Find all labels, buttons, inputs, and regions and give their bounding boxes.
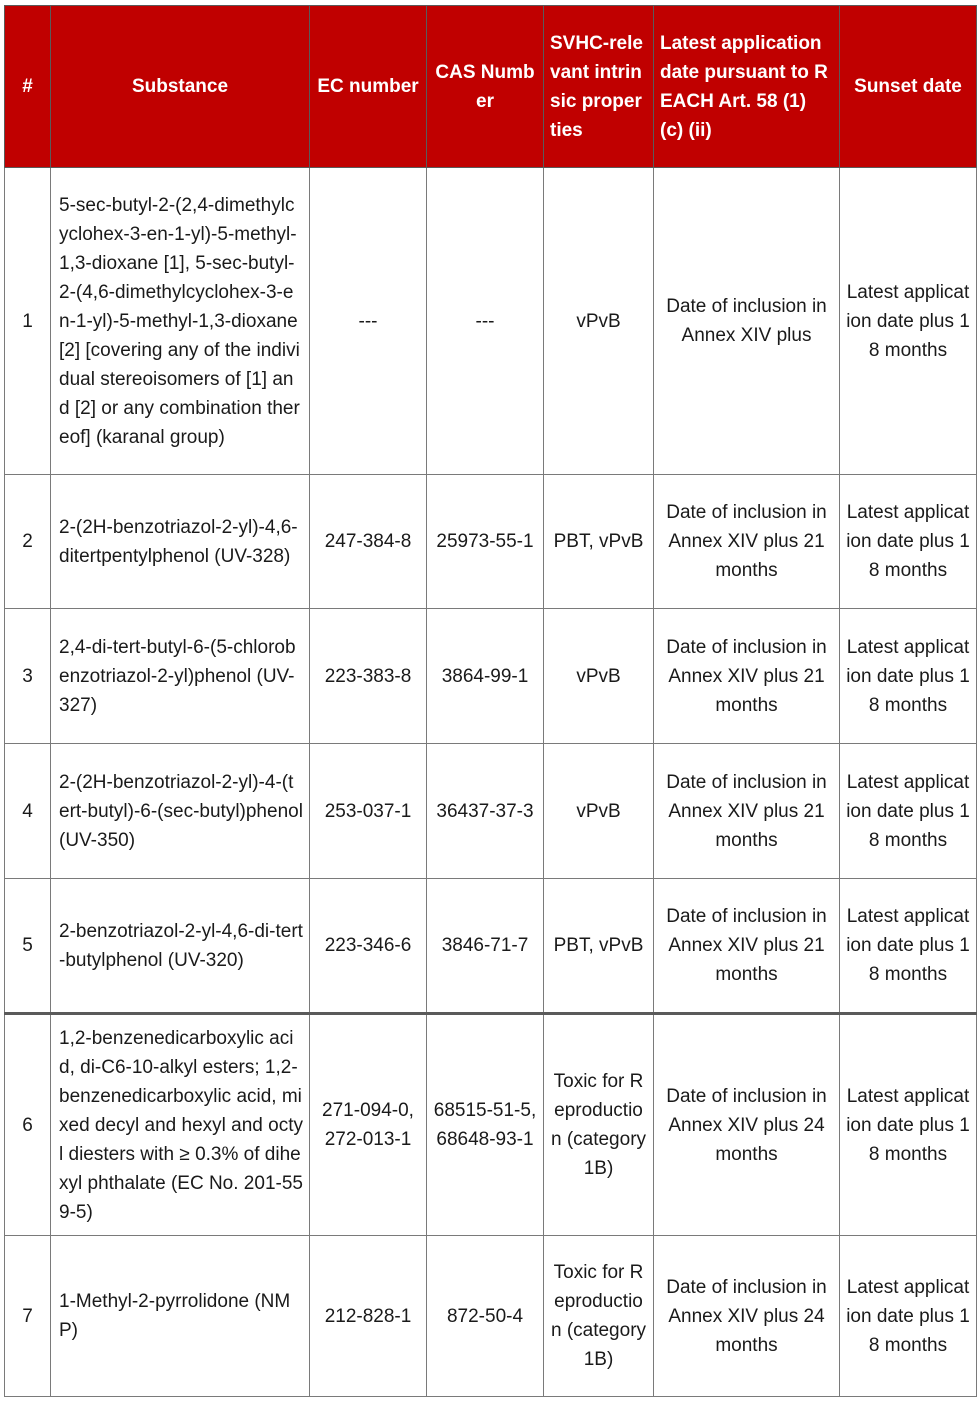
latest-application-date: Date of inclusion in Annex XIV plus 21 months [654,609,840,744]
substance-name: 1,2-benzenedicarboxylic acid, di-C6-10-alkyl esters; 1,2-benzenedicarboxylic acid, mixed decyl and hexyl and octyl diesters with ≥ 0.3% of dihexyl phthalate (EC No. 201-559-5) [51,1014,310,1236]
reach-annex-xiv-table-container [4,5,976,1409]
row-number: 2 [5,475,51,609]
row-number: 3 [5,609,51,744]
table-row [5,879,977,1014]
header-latest-application-date: Latest application date pursuant to REACH Art. 58 (1) (c) (ii) [654,6,840,168]
cas-number: 872-50-4 [427,1236,544,1397]
ec-number: 223-346-6 [310,879,427,1014]
svhc-properties: PBT, vPvB [544,475,654,609]
latest-application-date: Date of inclusion in Annex XIV plus 21 months [654,879,840,1014]
cas-number: 3864-99-1 [427,609,544,744]
sunset-date: Latest application date plus 18 months [840,609,977,744]
substance-name: 5-sec-butyl-2-(2,4-dimethylcyclohex-3-en-1-yl)-5-methyl-1,3-dioxane [1], 5-sec-butyl-2-(4,6-dimethylcyclohex-3-en-1-yl)-5-methyl-1,3-dioxane [2] [covering any of the individual stereoisomers of [1] and [2] or any combination thereof] (karanal group) [51,168,310,475]
table-row [5,609,977,744]
cas-number: 36437-37-3 [427,744,544,879]
row-number: 5 [5,879,51,1014]
substance-name: 2-(2H-benzotriazol-2-yl)-4-(tert-butyl)-6-(sec-butyl)phenol (UV-350) [51,744,310,879]
header-number: # [5,6,51,168]
latest-application-date: Date of inclusion in Annex XIV plus 24 months [654,1014,840,1236]
sunset-date: Latest application date plus 18 months [840,879,977,1014]
sunset-date: Latest application date plus 18 months [840,475,977,609]
svhc-properties: vPvB [544,168,654,475]
cas-number: --- [427,168,544,475]
header-svhc-properties: SVHC-relevant intrinsic properties [544,6,654,168]
latest-application-date: Date of inclusion in Annex XIV plus 21 months [654,744,840,879]
row-number: 1 [5,168,51,475]
ec-number: 271-094-0, 272-013-1 [310,1014,427,1236]
substances-table [4,5,977,1397]
header-sunset-date: Sunset date [840,6,977,168]
table-row [5,168,977,475]
table-row [5,744,977,879]
sunset-date: Latest application date plus 18 months [840,168,977,475]
latest-application-date: Date of inclusion in Annex XIV plus [654,168,840,475]
substance-name: 2-benzotriazol-2-yl-4,6-di-tert-butylphenol (UV-320) [51,879,310,1014]
header-row [5,6,977,168]
sunset-date: Latest application date plus 18 months [840,744,977,879]
svhc-properties: PBT, vPvB [544,879,654,1014]
sunset-date: Latest application date plus 18 months [840,1014,977,1236]
ec-number: --- [310,168,427,475]
svhc-properties: vPvB [544,609,654,744]
header-ec-number: EC number [310,6,427,168]
svhc-properties: Toxic for Reproduction (category 1B) [544,1236,654,1397]
header-substance: Substance [51,6,310,168]
sunset-date: Latest application date plus 18 months [840,1236,977,1397]
substance-name: 1-Methyl-2-pyrrolidone (NMP) [51,1236,310,1397]
svhc-properties: vPvB [544,744,654,879]
latest-application-date: Date of inclusion in Annex XIV plus 21 months [654,475,840,609]
ec-number: 212-828-1 [310,1236,427,1397]
row-number: 6 [5,1014,51,1236]
header-cas-number: CAS Number [427,6,544,168]
cas-number: 3846-71-7 [427,879,544,1014]
substance-name: 2,4-di-tert-butyl-6-(5-chlorobenzotriazol-2-yl)phenol (UV-327) [51,609,310,744]
table-row [5,1236,977,1397]
ec-number: 247-384-8 [310,475,427,609]
cas-number: 68515-51-5, 68648-93-1 [427,1014,544,1236]
substance-name: 2-(2H-benzotriazol-2-yl)-4,6-ditertpentylphenol (UV-328) [51,475,310,609]
ec-number: 223-383-8 [310,609,427,744]
table-row [5,475,977,609]
ec-number: 253-037-1 [310,744,427,879]
row-number: 4 [5,744,51,879]
latest-application-date: Date of inclusion in Annex XIV plus 24 months [654,1236,840,1397]
row-number: 7 [5,1236,51,1397]
table-row [5,1014,977,1236]
svhc-properties: Toxic for Reproduction (category 1B) [544,1014,654,1236]
cas-number: 25973-55-1 [427,475,544,609]
